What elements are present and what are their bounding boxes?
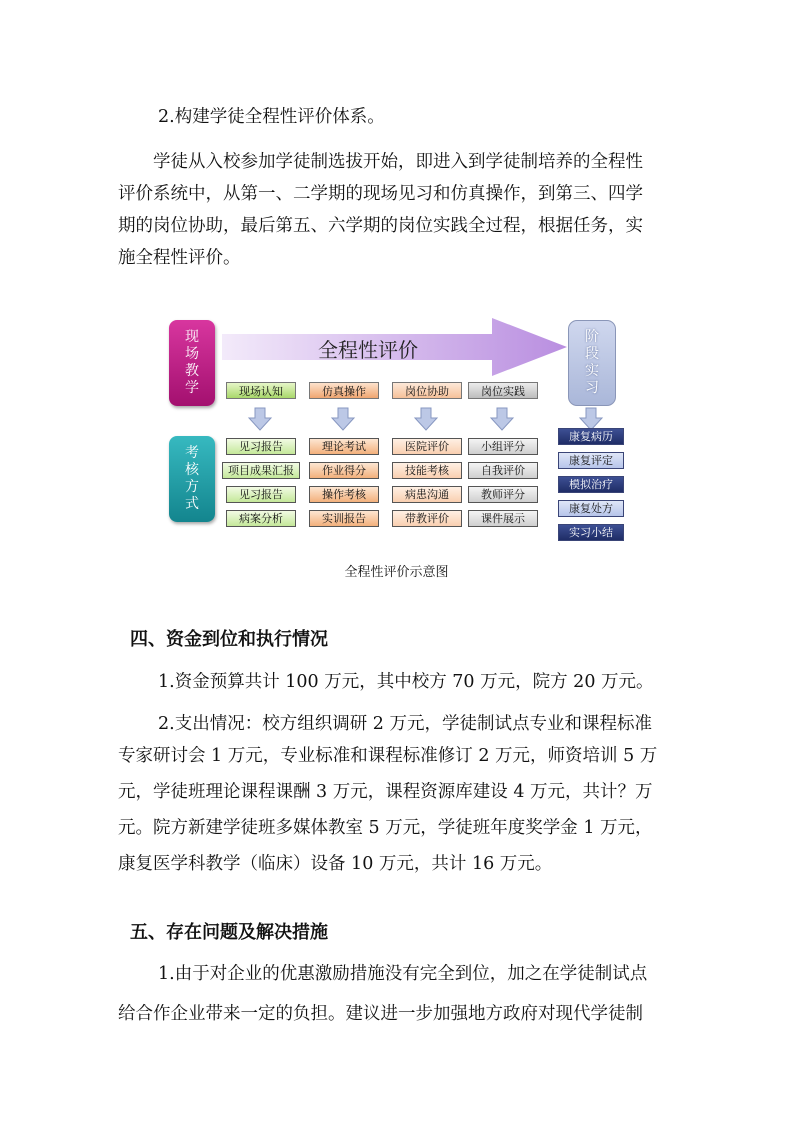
stage-item: 模拟治疗 bbox=[558, 476, 624, 493]
down-arrow-icon bbox=[332, 408, 354, 430]
assessment-item: 理论考试 bbox=[309, 438, 379, 455]
body-line: 学徒从入校参加学徒制选拔开始，即进入到学徒制培养的全程性 bbox=[153, 152, 643, 172]
assessment-item: 小组评分 bbox=[468, 438, 538, 455]
assessment-item: 带教评价 bbox=[392, 510, 462, 527]
phase-header: 现场认知 bbox=[226, 382, 296, 399]
assessment-item: 医院评价 bbox=[392, 438, 462, 455]
stage-item: 实习小结 bbox=[558, 524, 624, 541]
phase-header: 岗位协助 bbox=[392, 382, 462, 399]
assessment-item: 作业得分 bbox=[309, 462, 379, 479]
assessment-item: 操作考核 bbox=[309, 486, 379, 503]
assessment-item: 实训报告 bbox=[309, 510, 379, 527]
section-4-p1 bbox=[118, 666, 678, 698]
arrow-label: 全程性评价 bbox=[318, 338, 418, 362]
assessment-item: 病患沟通 bbox=[392, 486, 462, 503]
body-line: 1.资金预算共计 100 万元，其中校方 70 万元，院方 20 万元。 bbox=[158, 672, 654, 692]
onsite-teaching-box: 现 场 教 学 bbox=[169, 320, 215, 406]
point-2-body bbox=[118, 146, 678, 274]
stage-item: 康复评定 bbox=[558, 452, 624, 469]
body-line: 施全程性评价。 bbox=[118, 248, 241, 268]
body-line: 评价系统中，从第一、二学期的现场见习和仿真操作，到第三、四学 bbox=[118, 184, 643, 204]
assessment-item: 病案分析 bbox=[226, 510, 296, 527]
down-arrow-icon bbox=[415, 408, 437, 430]
point-2-title: 2.构建学徒全程性评价体系。 bbox=[158, 107, 385, 127]
section-4-heading: 四、资金到位和执行情况 bbox=[130, 629, 328, 650]
body-line: 给合作企业带来一定的负担。建议进一步加强地方政府对现代学徒制 bbox=[118, 1004, 643, 1024]
body-line: 元。院方新建学徒班多媒体教室 5 万元，学徒班年度奖学金 1 万元， bbox=[118, 818, 653, 838]
phase-header: 岗位实践 bbox=[468, 382, 538, 399]
body-line: 1.由于对企业的优惠激励措施没有完全到位，加之在学徒制试点 bbox=[158, 964, 648, 984]
down-arrow-icon bbox=[491, 408, 513, 430]
diagram-caption: 全程性评价示意图 bbox=[344, 565, 449, 580]
assessment-methods-box: 考 核 方 式 bbox=[169, 436, 215, 522]
assessment-item: 自我评价 bbox=[468, 462, 538, 479]
body-line: 元，学徒班理论课程课酬 3 万元，课程资源库建设 4 万元，共计？万 bbox=[118, 782, 653, 802]
phase-header: 仿真操作 bbox=[309, 382, 379, 399]
assessment-item: 项目成果汇报 bbox=[222, 462, 300, 479]
assessment-item: 见习报告 bbox=[226, 438, 296, 455]
stage-item: 康复处方 bbox=[558, 500, 624, 517]
stage-item: 康复病历 bbox=[558, 428, 624, 445]
section-5-p1 bbox=[118, 958, 678, 1030]
body-line: 期的岗位协助，最后第五、六学期的岗位实践全过程，根据任务，实 bbox=[118, 216, 643, 236]
assessment-item: 课件展示 bbox=[468, 510, 538, 527]
section-4-p2 bbox=[118, 708, 678, 880]
section-5-heading: 五、存在问题及解决措施 bbox=[130, 922, 328, 943]
down-arrow-icon bbox=[580, 408, 602, 430]
body-line: 2.支出情况：校方组织调研 2 万元，学徒制试点专业和课程标准 bbox=[158, 714, 652, 734]
body-line: 专家研讨会 1 万元，专业标准和课程标准修订 2 万元，师资培训 5 万 bbox=[118, 746, 658, 766]
assessment-item: 教师评分 bbox=[468, 486, 538, 503]
down-arrow-icon bbox=[249, 408, 271, 430]
assessment-item: 技能考核 bbox=[392, 462, 462, 479]
assessment-item: 见习报告 bbox=[226, 486, 296, 503]
body-line: 康复医学科教学（临床）设备 10 万元，共计 16 万元。 bbox=[118, 854, 553, 874]
evaluation-diagram bbox=[166, 318, 630, 546]
stage-internship-box: 阶 段 实 习 bbox=[568, 320, 616, 406]
